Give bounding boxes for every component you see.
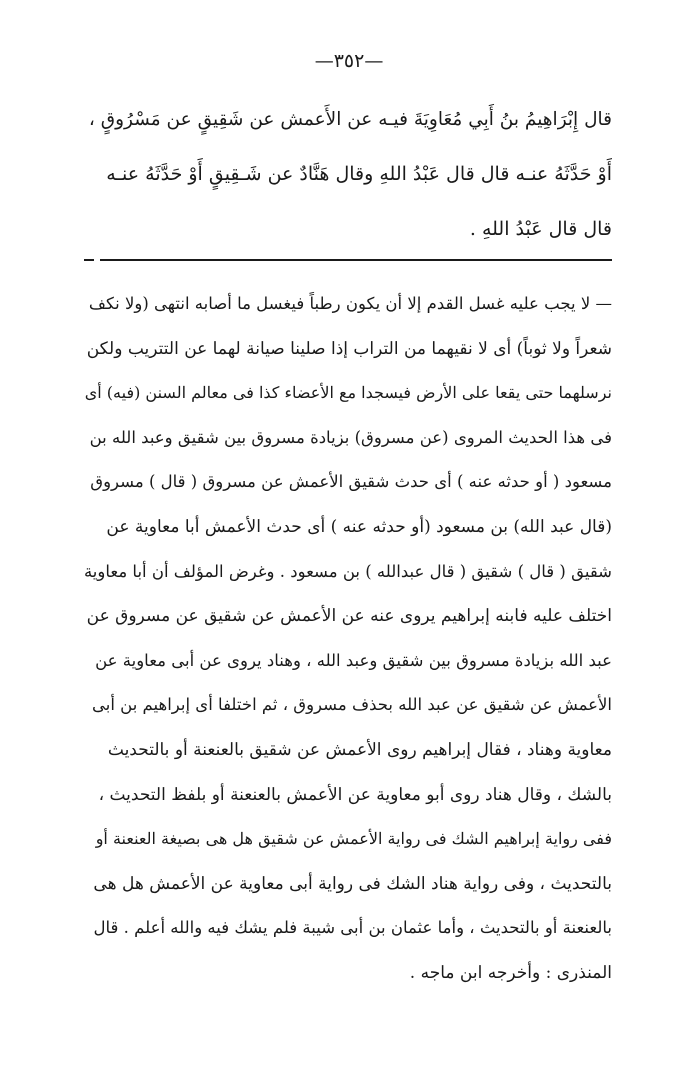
- section-divider: [84, 259, 612, 261]
- commentary-line: اختلف عليه فابنه إبراهيم يروى عنه عن الأعمش عن شقيق عن مسروق عن: [86, 606, 612, 627]
- commentary-line: ففى رواية إبراهيم الشك فى رواية الأعمش عن شقيق هل هى بصيغة العنعنة أو: [95, 829, 612, 849]
- divider-long-rule: [100, 259, 612, 261]
- commentary-line: بالعنعنة أو بالتحديث ، وأما عثمان بن أبى شيبة فلم يشك فيه والله أعلم . قال: [93, 918, 612, 938]
- commentary-line: نرسلهما حتى يقعا على الأرض فيسجدا مع الأعضاء كذا فى معالم السنن (فيه) أى: [84, 383, 612, 403]
- commentary-line: مسعود ( أو حدثه عنه ) أى حدث شقيق الأعمش عن مسروق ( قال ) مسروق: [90, 472, 612, 492]
- hadith-line: قال إِبْرَاهِيمُ بنُ أَبِي مُعَاوِيَةَ فيـه عن الأَعمش عن شَقِيقٍ عن مَسْرُوقٍ ،: [88, 109, 612, 130]
- commentary-line: بالشك ، وقال هناد روى أبو معاوية عن الأعمش بالعنعنة أو بلفظ التحديث ،: [98, 784, 612, 805]
- commentary-line: عبد الله بزيادة مسروق بين شقيق وعبد الله ، وهناد يروى عن أبى معاوية عن: [95, 650, 612, 670]
- hadith-text: [84, 92, 612, 257]
- commentary-line: بالتحديث ، وفى رواية هناد الشك فى رواية أبى معاوية عن الأعمش هل هى: [93, 873, 612, 894]
- page-number: —٣٥٢—: [314, 50, 384, 72]
- commentary-line: (قال عبد الله) بن مسعود (أو حدثه عنه ) أى حدث الأعمش أبا معاوية عن: [106, 516, 612, 537]
- hadith-line: قال قال عَبْدُ اللهِ .: [469, 218, 612, 240]
- hadith-line: أَوْ حَدَّثَهُ عنـه قال قال عَبْدُ اللهِ وقال هَنَّادٌ عن شَـقِيقٍ أَوْ حَدَّثَهُ عنـه: [106, 163, 612, 185]
- commentary-text: [84, 282, 612, 996]
- commentary-line: شعراً ولا ثوباً) أى لا نقيهما من التراب إذا صلينا صيانة لهما عن التتريب ولكن: [86, 338, 612, 359]
- commentary-line: الأعمش عن شقيق عن عبد الله بحذف مسروق ، ثم اختلفا أى إبراهيم بن أبى: [91, 695, 612, 715]
- commentary-line: فى هذا الحديث المروى (عن مسروق) بزيادة مسروق بين شقيق وعبد الله بن: [89, 427, 612, 447]
- commentary-line: — لا يجب عليه غسل القدم إلا أن يكون رطباً فيغسل ما أصابه انتهى (ولا نكف: [88, 294, 612, 313]
- commentary-line: معاوية وهناد ، فقال إبراهيم روى الأعمش عن شقيق بالعنعنة أو بالتحديث: [107, 739, 612, 760]
- divider-short-rule: [84, 259, 94, 261]
- commentary-line: شقيق ( قال ) شقيق ( قال عبدالله ) بن مسعود . وغرض المؤلف أن أبا معاوية: [84, 561, 612, 581]
- commentary-line: المنذرى : وأخرجه ابن ماجه .: [409, 962, 612, 983]
